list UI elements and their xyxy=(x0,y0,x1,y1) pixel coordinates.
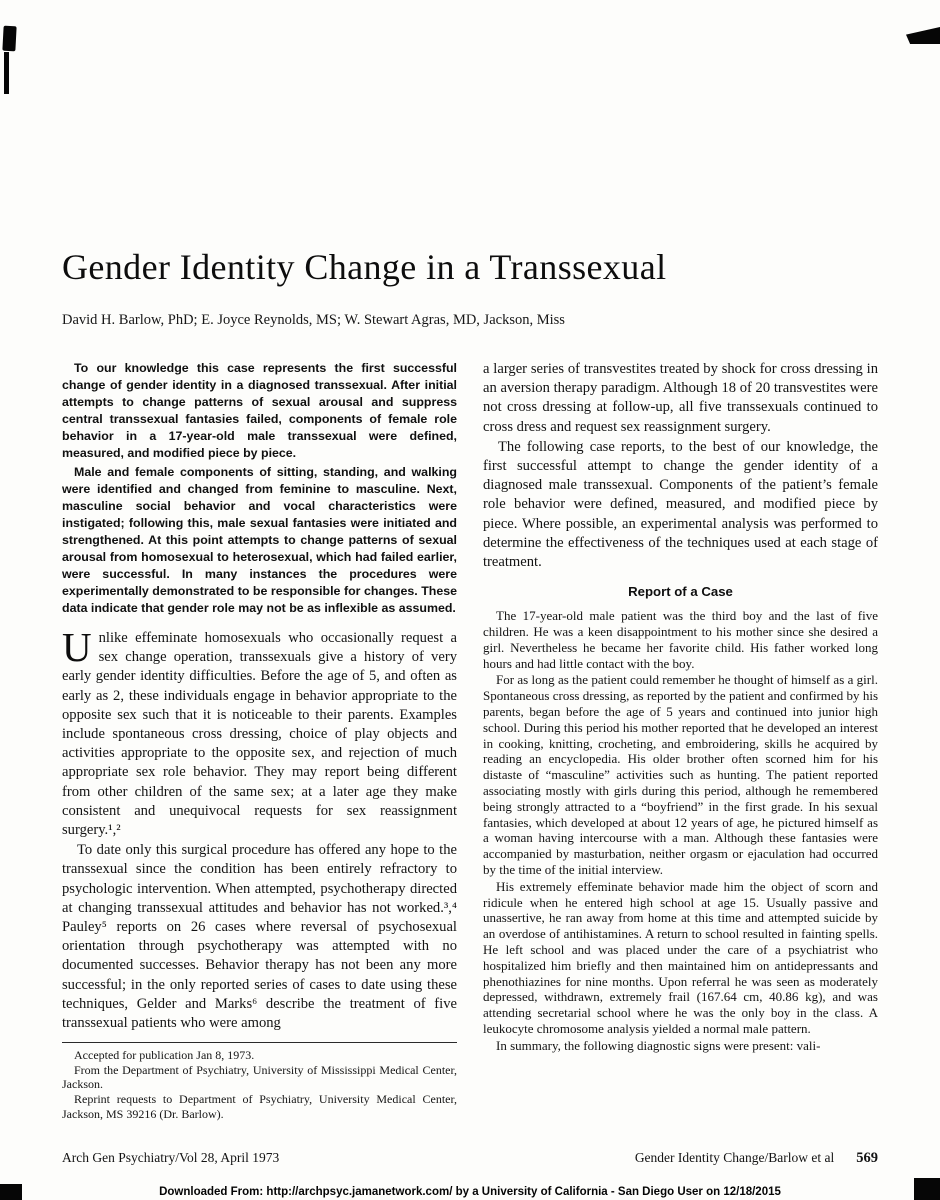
scan-artifact-top-right-wedge xyxy=(906,27,940,44)
footnotes-block xyxy=(62,1042,457,1121)
two-column-body xyxy=(62,360,878,1144)
abstract-block xyxy=(62,360,457,617)
intro-paragraph-2: To date only this surgical procedure has offered any hope to the transsexual since the condition has been entirely refractory to psychologic intervention. When attempted, psychotherapy directed at changing transsexual attitudes and behavior has not worked.³,⁴ Pauley⁵ reports on 26 cases where reversal of psychosexual orientation through psychotherapy was attempted with no documented successes. Behavior therapy has not been any more successful; in the only reported series of cases to date using these techniques, Gelder and Marks⁶ describe the treatment of five transsexual patients who were among xyxy=(62,842,457,1032)
case-overview-paragraph: The following case reports, to the best of our knowledge, the first successful attempt to change the gender identity of a diagnosed male transsexual. Components of the patient’s female role behavior were defined, measured, and modified piece by piece. Where possible, an experimental analysis was performed to determine the effectiveness of the techniques used at each stage of treatment. xyxy=(483,438,878,571)
footnote-affiliation: From the Department of Psychiatry, University of Mississippi Medical Center, Jackson. xyxy=(62,1062,457,1092)
case-paragraph-1: The 17-year-old male patient was the third boy and the last of five children. He was a keen disappointment to his mother since she desired a girl. Nevertheless he became her favorite child. His father worked long hours and had little contact with the boy. xyxy=(483,608,878,671)
page-title: Gender Identity Change in a Transsexual xyxy=(62,247,667,287)
right-column xyxy=(483,360,878,1144)
intro-paragraph-1-text: nlike effeminate homosexuals who occasionally request a sex change operation, transsexuals give a history of very early gender identity difficulties. Before the age of 5, and often as early as 2, these individuals engage in behavior appropriate to the opposite sex such that it is noticeable to their parents. Examples include spontaneous cross dressing, choice of play objects and activities appropriate to the opposite sex, and rejection of much appropriate sex role behavior. They may report being different from other children of the same sex; at a later age they make consistent and unequivocal requests for sex reassignment surgery.¹,² xyxy=(62,630,457,839)
scan-artifact-top-left-line xyxy=(4,52,9,94)
scan-artifact-top-left-blob xyxy=(2,26,16,52)
download-watermark: Downloaded From: http://archpsyc.jamanetwork.com/ by a University of California - San Diego User on 12/18/2015 xyxy=(159,1185,781,1198)
abstract-paragraph-2: Male and female components of sitting, standing, and walking were identified and changed from feminine to masculine. Next, masculine social behavior and vocal characteristics were instigated; following this, male sexual fantasies were initiated and strengthened. At this point attempts to change patterns of sexual arousal from homosexual to heterosexual, which had failed earlier, were successful. In many instances the procedures were experimentally demonstrated to be responsible for changes. These data indicate that gender role may not be as inflexible as assumed. xyxy=(62,465,457,615)
page-number: 569 xyxy=(856,1150,878,1166)
section-heading-report-of-a-case: Report of a Case xyxy=(628,584,733,600)
footnote-reprints: Reprint requests to Department of Psychiatry, University Medical Center, Jackson, MS 39216 (Dr. Barlow). xyxy=(62,1092,457,1121)
left-column xyxy=(62,360,457,1144)
continuation-paragraph: a larger series of transvestites treated by shock for cross dressing in an aversion therapy paradigm. Although 18 of 20 transvestites were not cross dressing at follow-up, all five transsexuals continued to cross dress and request sex reassignment surgery. xyxy=(483,361,878,435)
abstract-paragraph-1: To our knowledge this case represents the first successful change of gender identity in a diagnosed transsexual. After initial attempts to change patterns of sexual arousal and suppress central transsexual fantasies failed, components of female role behavior in a 17-year-old male transsexual were defined, measured, and modified piece by piece. xyxy=(62,361,457,460)
case-paragraph-3: His extremely effeminate behavior made him the object of scorn and ridicule when he entered high school at age 15. Usually passive and unassertive, he ran away from home at this time and attempted suicide by an overdose of antihistamines. A return to school resulted in fainting spells. He left school and was placed under the care of a psychiatrist who hospitalized him briefly and then maintained him on antidepressants and phenothiazines for nine months. Upon referral he was seen as moderately depressed, withdrawn, extremely frail (167.64 cm, 40.86 kg), and was attending secretarial school where he was the only boy in the class. A leukocyte chromosome analysis yielded a normal male pattern. xyxy=(483,878,878,1036)
running-title: Gender Identity Change/Barlow et al xyxy=(634,1150,835,1165)
introduction-block xyxy=(62,624,457,1033)
intro-paragraph-1 xyxy=(62,624,457,840)
running-footer xyxy=(62,1150,878,1167)
case-report-block xyxy=(483,608,878,1053)
journal-footer-right-group xyxy=(635,1150,878,1167)
authors-line: David H. Barlow, PhD; E. Joyce Reynolds, MS; W. Stewart Agras, MD, Jackson, Miss xyxy=(62,312,565,328)
case-paragraph-4: In summary, the following diagnostic signs were present: vali- xyxy=(496,1037,821,1053)
case-paragraph-2: For as long as the patient could remember he thought of himself as a girl. Spontaneous cross dressing, as reported by the patient and confirmed by his parents, began before the age of 5 years and continued into junior high school. During this period his mother reported that he developed an interest in cooking, knitting, crocheting, and embroidering, skills he acquired by reading an encyclopedia. His older brother often scorned him for his distaste of “masculine” activities such as hunting. The patient reported associating mostly with girls during this period, although he remembered being strongly attracted to a “boyfriend” in the first grade. In his sexual fantasies, which developed at about 12 years of age, he pictured himself as a woman having intercourse with a man. Although these fantasies were accompanied by masturbation, neither orgasm or ejaculation had occurred by the time of the initial interview. xyxy=(483,672,878,877)
journal-footer-left: Arch Gen Psychiatry/Vol 28, April 1973 xyxy=(62,1150,280,1165)
intro-continuation-block xyxy=(483,360,878,572)
drop-cap-letter: U xyxy=(62,624,92,670)
footnote-accepted: Accepted for publication Jan 8, 1973. xyxy=(74,1048,255,1063)
